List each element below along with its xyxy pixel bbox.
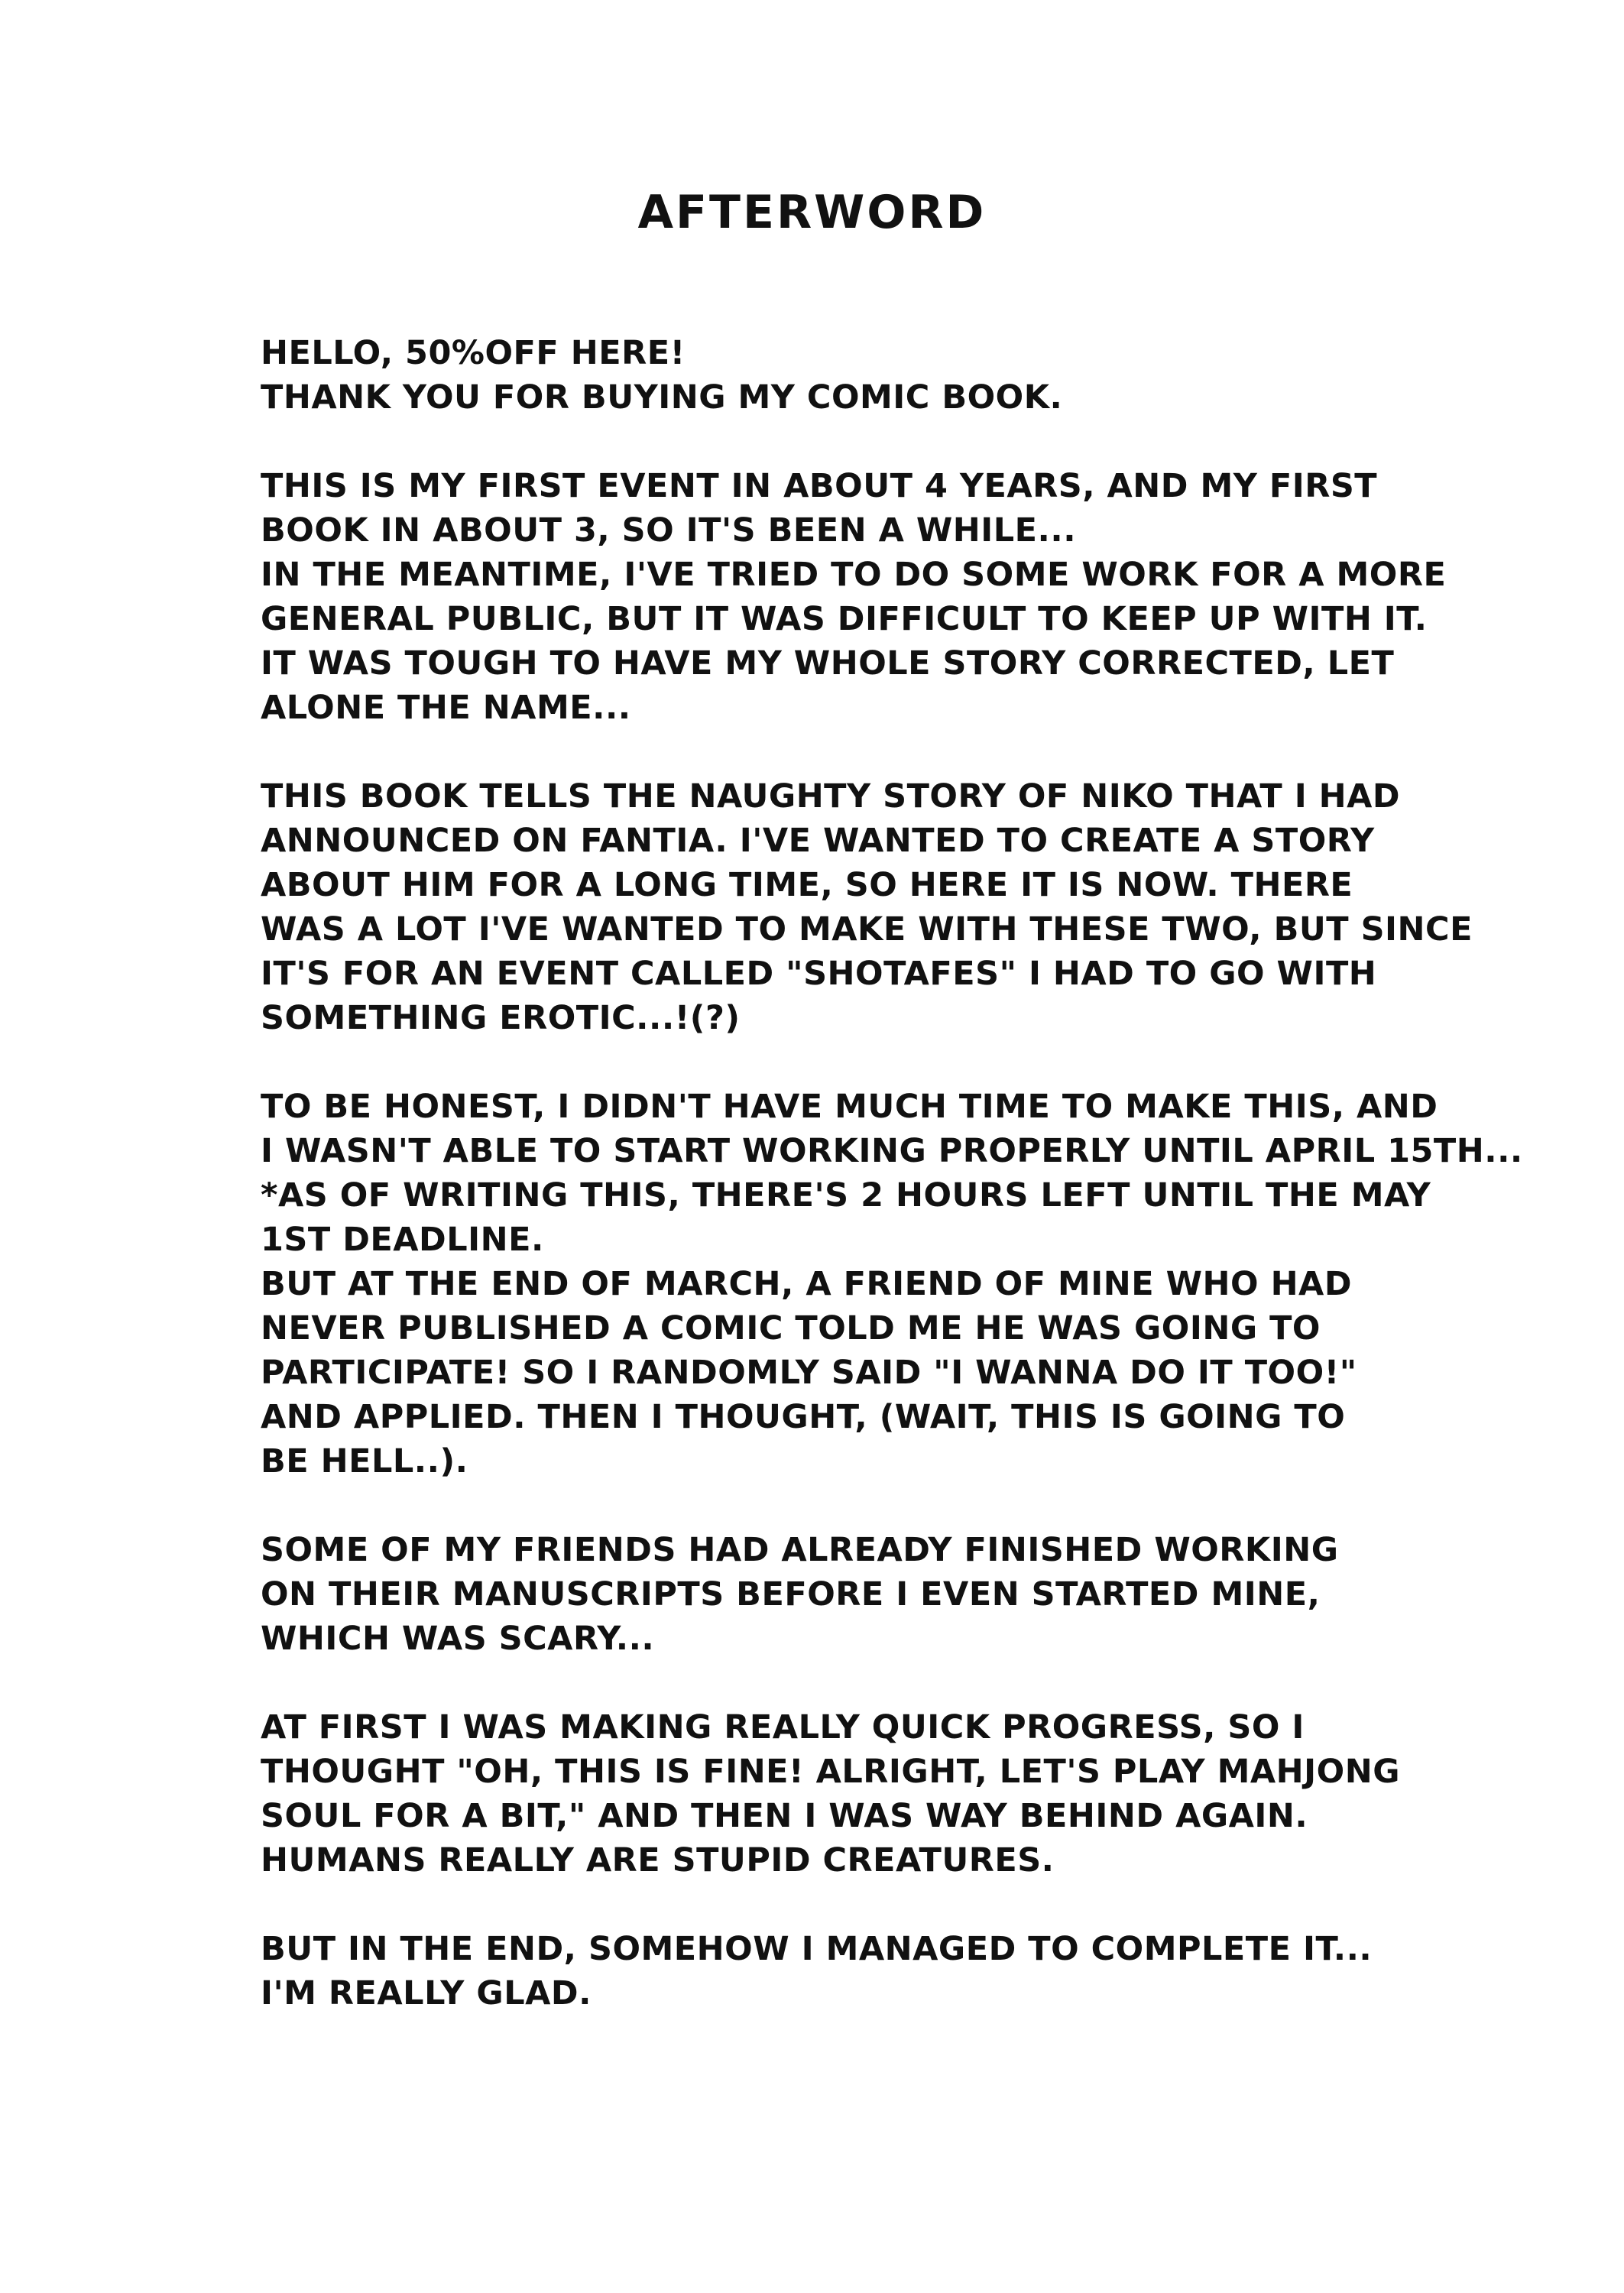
paragraph (261, 1927, 1560, 2016)
paragraph (261, 1528, 1560, 1661)
text-line: I WASN'T ABLE TO START WORKING PROPERLY UNTIL APRIL 15TH... (261, 1132, 1523, 1170)
text-line: AT FIRST I WAS MAKING REALLY QUICK PROGRESS, SO I (261, 1708, 1305, 1747)
text-line: AND APPLIED. THEN I THOUGHT, (WAIT, THIS IS GOING TO (261, 1398, 1346, 1436)
text-line: THIS BOOK TELLS THE NAUGHTY STORY OF NIKO THAT I HAD (261, 777, 1401, 816)
text-line: NEVER PUBLISHED A COMIC TOLD ME HE WAS GOING TO (261, 1309, 1321, 1348)
text-line: HUMANS REALLY ARE STUPID CREATURES. (261, 1841, 1055, 1879)
text-line: WHICH WAS SCARY... (261, 1620, 655, 1658)
text-line: BUT IN THE END, SOMEHOW I MANAGED TO COMPLETE IT... (261, 1930, 1373, 1968)
text-line: BE HELL..). (261, 1442, 468, 1481)
text-line: SOME OF MY FRIENDS HAD ALREADY FINISHED WORKING (261, 1531, 1339, 1569)
text-line: BUT AT THE END OF MARCH, A FRIEND OF MINE WHO HAD (261, 1265, 1353, 1303)
text-line: ABOUT HIM FOR A LONG TIME, SO HERE IT IS NOW. THERE (261, 866, 1353, 904)
paragraph (261, 331, 1560, 420)
afterword-body (261, 331, 1560, 2060)
text-line: SOMETHING EROTIC...!(?) (261, 999, 741, 1037)
paragraph (261, 774, 1560, 1040)
text-line: ON THEIR MANUSCRIPTS BEFORE I EVEN STARTED MINE, (261, 1575, 1321, 1614)
text-line: IN THE MEANTIME, I'VE TRIED TO DO SOME WORK FOR A MORE (261, 556, 1447, 594)
text-line: SOUL FOR A BIT," AND THEN I WAS WAY BEHIND AGAIN. (261, 1797, 1308, 1835)
text-line: PARTICIPATE! SO I RANDOMLY SAID "I WANNA DO IT TOO!" (261, 1354, 1357, 1392)
text-line: TO BE HONEST, I DIDN'T HAVE MUCH TIME TO MAKE THIS, AND (261, 1088, 1438, 1126)
text-line: THANK YOU FOR BUYING MY COMIC BOOK. (261, 378, 1063, 417)
text-line: *AS OF WRITING THIS, THERE'S 2 HOURS LEFT UNTIL THE MAY (261, 1176, 1431, 1215)
text-line: THOUGHT "OH, THIS IS FINE! ALRIGHT, LET'S PLAY MAHJONG (261, 1753, 1400, 1791)
paragraph (261, 1705, 1560, 1883)
text-line: WAS A LOT I'VE WANTED TO MAKE WITH THESE TWO, BUT SINCE (261, 910, 1473, 949)
text-line: HELLO, 50%OFF HERE! (261, 334, 686, 372)
text-line: IT WAS TOUGH TO HAVE MY WHOLE STORY CORRECTED, LET (261, 644, 1395, 683)
text-line: BOOK IN ABOUT 3, SO IT'S BEEN A WHILE... (261, 511, 1077, 550)
paragraph (261, 464, 1560, 730)
text-line: THIS IS MY FIRST EVENT IN ABOUT 4 YEARS, AND MY FIRST (261, 467, 1378, 505)
text-line: GENERAL PUBLIC, BUT IT WAS DIFFICULT TO KEEP UP WITH IT. (261, 600, 1428, 638)
text-line: I'M REALLY GLAD. (261, 1974, 592, 2012)
text-line: 1ST DEADLINE. (261, 1221, 544, 1259)
text-line: ANNOUNCED ON FANTIA. I'VE WANTED TO CREATE A STORY (261, 822, 1375, 860)
text-line: IT'S FOR AN EVENT CALLED "SHOTAFES" I HAD TO GO WITH (261, 955, 1377, 993)
text-line: ALONE THE NAME... (261, 689, 631, 727)
page-title: AFTERWORD (637, 186, 987, 239)
paragraph (261, 1085, 1560, 1484)
